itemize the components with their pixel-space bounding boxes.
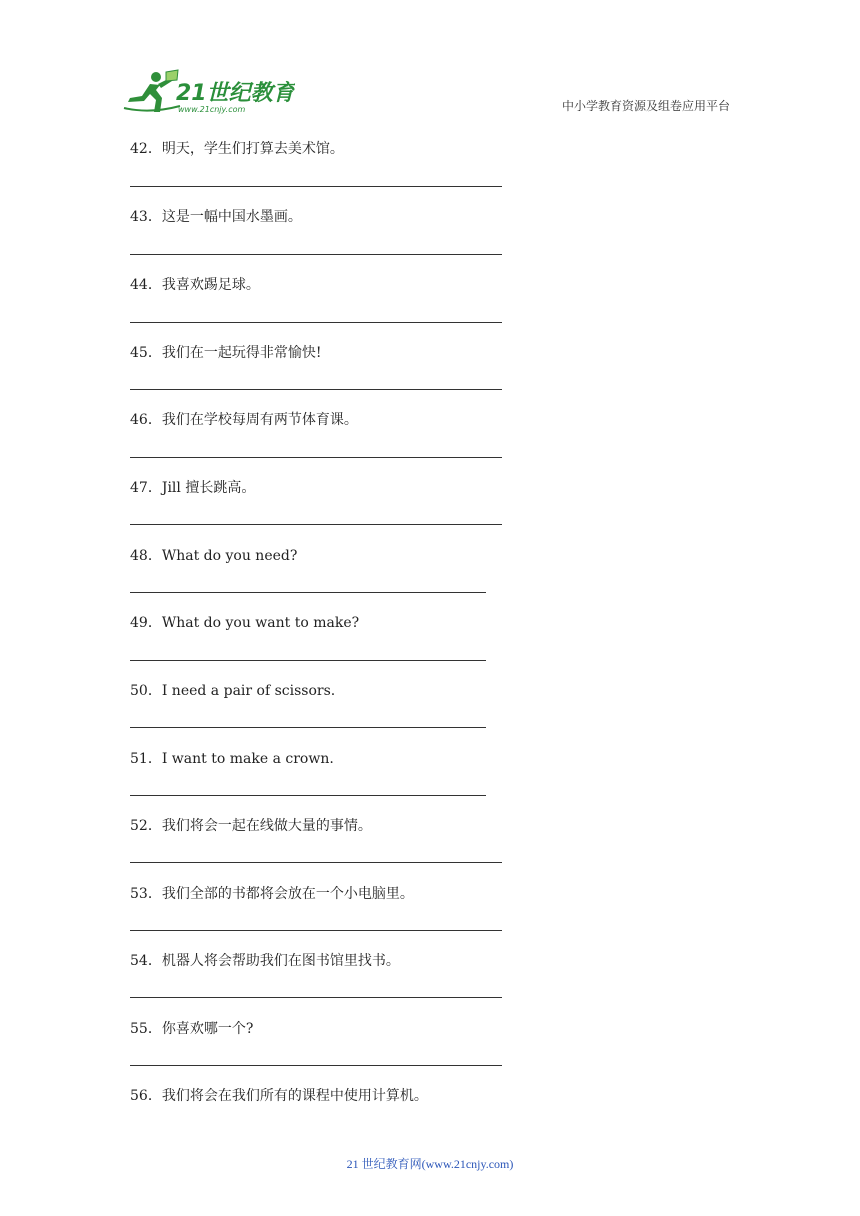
answer-line-48[interactable] [130, 592, 486, 593]
question-46: 46．我们在学校每周有两节体育课。 [130, 412, 358, 428]
answer-line-49[interactable] [130, 660, 486, 661]
answer-line-50[interactable] [130, 727, 486, 728]
answer-line-55[interactable] [130, 1065, 502, 1066]
question-54: 54．机器人将会帮助我们在图书馆里找书。 [130, 953, 400, 969]
answer-line-54[interactable] [130, 997, 502, 998]
running-figure-icon [124, 70, 180, 112]
question-43: 43．这是一幅中国水墨画。 [130, 209, 302, 225]
answer-line-42[interactable] [130, 186, 502, 187]
answer-line-45[interactable] [130, 389, 502, 390]
question-52: 52．我们将会一起在线做大量的事情。 [130, 818, 372, 834]
question-48: 48．What do you need? [130, 548, 298, 564]
logo [120, 68, 295, 118]
header-platform-text: 中小学教育资源及组卷应用平台 [561, 99, 730, 113]
question-56: 56．我们将会在我们所有的课程中使用计算机。 [130, 1088, 428, 1104]
question-45: 45．我们在一起玩得非常愉快! [130, 345, 322, 361]
logo-url: www.21cnjy.com [178, 105, 246, 114]
answer-line-52[interactable] [130, 862, 502, 863]
answer-line-46[interactable] [130, 457, 502, 458]
answer-line-43[interactable] [130, 254, 502, 255]
question-51: 51．I want to make a crown. [130, 751, 334, 767]
question-44: 44．我喜欢踢足球。 [130, 277, 260, 293]
question-49: 49．What do you want to make? [130, 615, 360, 631]
question-53: 53．我们全部的书都将会放在一个小电脑里。 [130, 886, 414, 902]
page-header [0, 0, 860, 130]
question-47: 47．Jill 擅长跳高。 [130, 480, 256, 496]
answer-line-51[interactable] [130, 795, 486, 796]
answer-line-53[interactable] [130, 930, 502, 931]
answer-line-44[interactable] [130, 322, 502, 323]
answer-line-47[interactable] [130, 524, 502, 525]
question-50: 50．I need a pair of scissors. [130, 683, 336, 699]
question-55: 55．你喜欢哪一个? [130, 1021, 254, 1037]
page-footer[interactable]: 21 世纪教育网(www.21cnjy.com) [346, 1157, 514, 1171]
question-42: 42．明天，学生们打算去美术馆。 [130, 141, 344, 157]
logo-text: 21世纪教育 [176, 81, 295, 106]
